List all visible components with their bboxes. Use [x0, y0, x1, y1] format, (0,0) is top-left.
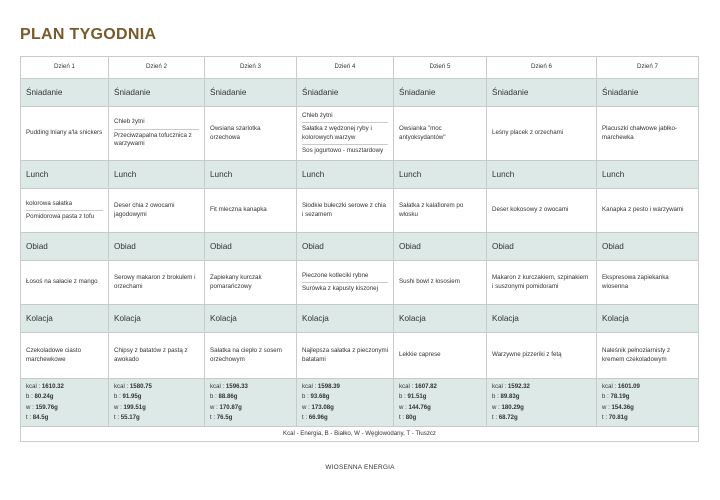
- section-label: Lunch: [21, 161, 109, 189]
- section-label: Śniadanie: [109, 79, 205, 107]
- nutrition-b-line: [602, 392, 693, 402]
- day-header: Dzień 1: [21, 57, 109, 79]
- nutrition-t-line: [26, 413, 103, 423]
- section-header-row: [21, 161, 699, 189]
- nutrition-totals-cell: [487, 379, 597, 427]
- meal-item: Słodkie bułeczki serowe z chia i sezamem: [302, 202, 386, 218]
- meal-cell: [394, 261, 487, 305]
- day-header: Dzień 5: [394, 57, 487, 79]
- section-label: Śniadanie: [21, 79, 109, 107]
- section-label: Kolacja: [21, 305, 109, 333]
- meal-row: [21, 261, 699, 305]
- meal-item: Deser chia z owocami jagodowymi: [114, 202, 175, 218]
- nutrition-label: kcal :: [399, 383, 415, 390]
- meal-item: Pudding lniany a'la snickers: [26, 129, 103, 137]
- meal-item: Leśny placek z orzechami: [492, 129, 564, 137]
- meal-item: Sałatka z wędzonej ryby i kolorowych warzyw: [302, 122, 388, 144]
- nutrition-label: kcal :: [492, 383, 508, 390]
- section-label: Lunch: [597, 161, 699, 189]
- nutrition-label: kcal :: [302, 383, 318, 390]
- section-label: Obiad: [597, 233, 699, 261]
- nutrition-w-line: [302, 403, 388, 413]
- nutrition-label: t :: [492, 413, 499, 421]
- meal-item: Pomidorowa pasta z tofu: [26, 210, 103, 223]
- meal-cell: [109, 333, 205, 379]
- nutrition-w-line: [492, 403, 591, 413]
- nutrition-value: 78.19g: [610, 393, 630, 401]
- section-label: Śniadanie: [205, 79, 297, 107]
- nutrition-label: w :: [602, 403, 612, 411]
- nutrition-kcal-line: [114, 382, 199, 392]
- nutrition-value: 1610.32: [41, 383, 64, 390]
- section-label: Obiad: [487, 233, 597, 261]
- nutrition-value: 93.68g: [310, 393, 330, 401]
- day-header: Dzień 2: [109, 57, 205, 79]
- nutrition-value: 76.5g: [216, 413, 233, 421]
- nutrition-value: 1607.82: [414, 383, 437, 390]
- meal-cell: [297, 189, 394, 233]
- nutrition-value: 89.83g: [500, 393, 520, 401]
- nutrition-kcal-line: [210, 382, 291, 392]
- nutrition-b-line: [26, 392, 103, 402]
- meal-cell: [21, 333, 109, 379]
- nutrition-b-line: [210, 392, 291, 402]
- meal-item: Serowy makaron z brokułem i orzechami: [114, 274, 196, 290]
- nutrition-totals-cell: [205, 379, 297, 427]
- meal-item: Lekkie caprese: [399, 351, 441, 359]
- nutrition-label: w :: [26, 403, 36, 411]
- meal-cell: [597, 333, 699, 379]
- meal-row: [21, 107, 699, 161]
- nutrition-b-line: [114, 392, 199, 402]
- section-header-row: [21, 305, 699, 333]
- section-label: Obiad: [297, 233, 394, 261]
- nutrition-value: 91.95g: [122, 393, 142, 401]
- section-label: Kolacja: [205, 305, 297, 333]
- nutrition-t-line: [602, 413, 693, 423]
- nutrition-kcal-line: [302, 382, 388, 392]
- meal-item: Fit mleczna kanapka: [210, 206, 267, 214]
- nutrition-label: b :: [302, 393, 311, 401]
- nutrition-label: w :: [492, 403, 502, 411]
- nutrition-label: b :: [114, 393, 123, 401]
- meal-item: Placuszki chałwowe jabłko-marchewka: [602, 125, 677, 141]
- nutrition-label: b :: [210, 393, 219, 401]
- meal-cell: [487, 189, 597, 233]
- nutrition-t-line: [210, 413, 291, 423]
- section-label: Kolacja: [394, 305, 487, 333]
- nutrition-value: 66.96g: [308, 413, 328, 421]
- legend-text: Kcal - Energia, B - Białko, W - Węglowodany, T - Tłuszcz: [21, 427, 699, 442]
- meal-item: Chleb żytni: [114, 118, 145, 126]
- nutrition-value: 1596.33: [225, 383, 248, 390]
- meal-cell: [21, 261, 109, 305]
- meal-item: Przeciwzapalna tofucznica z warzywami: [114, 129, 199, 151]
- nutrition-b-line: [302, 392, 388, 402]
- section-label: Lunch: [297, 161, 394, 189]
- nutrition-totals-cell: [109, 379, 205, 427]
- section-label: Kolacja: [297, 305, 394, 333]
- nutrition-b-line: [492, 392, 591, 402]
- meal-item: Zapiekany kurczak pomarańczowy: [210, 274, 262, 290]
- nutrition-value: 1592.32: [507, 383, 530, 390]
- meal-item: Najlepsza sałatka z pieczonymi batatami: [302, 347, 388, 363]
- meal-cell: [205, 261, 297, 305]
- nutrition-label: w :: [399, 403, 409, 411]
- meal-item: Warzywne pizzeriki z fetą: [492, 351, 562, 359]
- nutrition-label: t :: [399, 413, 406, 421]
- meal-item: Chleb żytni: [302, 111, 333, 119]
- meal-item: Deser kokosowy z owocami: [492, 206, 569, 214]
- nutrition-label: b :: [492, 393, 501, 401]
- nutrition-label: w :: [114, 403, 124, 411]
- nutrition-value: 1580.75: [129, 383, 152, 390]
- nutrition-w-line: [210, 403, 291, 413]
- nutrition-kcal-line: [492, 382, 591, 392]
- nutrition-kcal-line: [602, 382, 693, 392]
- meal-item: Kanapka z pesto i warzywami: [602, 206, 684, 214]
- meal-item: Sałatka na ciepło z sosem orzechowym: [210, 347, 282, 363]
- nutrition-totals-cell: [297, 379, 394, 427]
- nutrition-label: w :: [302, 403, 312, 411]
- meal-item: Sałatka z kalafiorem po włosku: [399, 202, 464, 218]
- meal-cell: [597, 107, 699, 161]
- meal-cell: [205, 189, 297, 233]
- page-title: PLAN TYGODNIA: [20, 26, 157, 43]
- nutrition-value: 180.29g: [501, 403, 524, 411]
- meal-plan-table: [20, 56, 699, 442]
- nutrition-t-line: [399, 413, 481, 423]
- section-label: Śniadanie: [597, 79, 699, 107]
- section-label: Lunch: [487, 161, 597, 189]
- nutrition-label: kcal :: [114, 383, 130, 390]
- nutrition-label: w :: [210, 403, 220, 411]
- meal-item: Makaron z kurczakiem, szpinakiem i suszonymi pomidorami: [492, 274, 589, 290]
- nutrition-totals-cell: [597, 379, 699, 427]
- section-header-row: [21, 233, 699, 261]
- meal-cell: [394, 333, 487, 379]
- meal-item: Ekspresowa zapiekanka wiosenna: [602, 274, 669, 290]
- nutrition-totals-cell: [21, 379, 109, 427]
- meal-cell: [21, 107, 109, 161]
- nutrition-w-line: [602, 403, 693, 413]
- nutrition-label: b :: [26, 393, 35, 401]
- nutrition-totals-row: [21, 379, 699, 427]
- section-label: Kolacja: [487, 305, 597, 333]
- meal-item: kolorowa sałatka: [26, 199, 73, 207]
- meal-cell: [205, 333, 297, 379]
- meal-cell: [205, 107, 297, 161]
- meal-item: Sos jogurtowo - musztardowy: [302, 144, 388, 157]
- meal-row: [21, 333, 699, 379]
- nutrition-kcal-line: [26, 382, 103, 392]
- nutrition-w-line: [26, 403, 103, 413]
- section-label: Śniadanie: [487, 79, 597, 107]
- nutrition-label: kcal :: [210, 383, 226, 390]
- meal-cell: [297, 107, 394, 161]
- nutrition-value: 173.08g: [311, 403, 334, 411]
- section-label: Kolacja: [597, 305, 699, 333]
- nutrition-t-line: [114, 413, 199, 423]
- day-header: Dzień 6: [487, 57, 597, 79]
- meal-cell: [394, 189, 487, 233]
- meal-cell: [109, 189, 205, 233]
- nutrition-value: 70.81g: [608, 413, 628, 421]
- nutrition-value: 170.87g: [219, 403, 242, 411]
- nutrition-w-line: [114, 403, 199, 413]
- nutrition-value: 199.51g: [123, 403, 146, 411]
- nutrition-value: 1601.09: [617, 383, 640, 390]
- meal-item: Czekoladowe ciasto marchewkowe: [26, 347, 82, 363]
- nutrition-label: t :: [210, 413, 217, 421]
- section-label: Obiad: [205, 233, 297, 261]
- nutrition-value: 1598.39: [317, 383, 340, 390]
- meal-cell: [109, 261, 205, 305]
- day-header-row: [21, 57, 699, 79]
- nutrition-value: 68.72g: [498, 413, 518, 421]
- meal-cell: [487, 333, 597, 379]
- meal-cell: [21, 189, 109, 233]
- section-label: Obiad: [21, 233, 109, 261]
- nutrition-value: 159.76g: [35, 403, 58, 411]
- day-header: Dzień 4: [297, 57, 394, 79]
- nutrition-t-line: [492, 413, 591, 423]
- meal-item: Surówka z kapusty kiszonej: [302, 282, 388, 295]
- meal-item: Sushi bowl z łososiem: [399, 278, 460, 286]
- nutrition-value: 154.36g: [611, 403, 634, 411]
- nutrition-label: t :: [26, 413, 33, 421]
- legend-row: [21, 427, 699, 442]
- nutrition-value: 55.17g: [120, 413, 140, 421]
- nutrition-label: t :: [114, 413, 121, 421]
- nutrition-w-line: [399, 403, 481, 413]
- section-label: Lunch: [109, 161, 205, 189]
- section-label: Obiad: [394, 233, 487, 261]
- section-label: Lunch: [394, 161, 487, 189]
- meal-cell: [487, 107, 597, 161]
- nutrition-value: 91.51g: [407, 393, 427, 401]
- nutrition-value: 84.5g: [32, 413, 49, 421]
- meal-cell: [297, 333, 394, 379]
- nutrition-totals-cell: [394, 379, 487, 427]
- nutrition-value: 80.24g: [34, 393, 54, 401]
- section-label: Lunch: [205, 161, 297, 189]
- day-header: Dzień 7: [597, 57, 699, 79]
- meal-item: Naleśnik pełnoziarnisty z kremem czekoladowym: [602, 347, 671, 363]
- nutrition-value: 80g: [405, 413, 417, 421]
- meal-item: Pieczone kotleciki rybne: [302, 271, 369, 279]
- meal-row: [21, 189, 699, 233]
- nutrition-label: kcal :: [602, 383, 618, 390]
- nutrition-label: b :: [602, 393, 611, 401]
- section-label: Kolacja: [109, 305, 205, 333]
- nutrition-t-line: [302, 413, 388, 423]
- nutrition-kcal-line: [399, 382, 481, 392]
- nutrition-value: 88.86g: [218, 393, 238, 401]
- section-label: Śniadanie: [394, 79, 487, 107]
- meal-cell: [597, 189, 699, 233]
- meal-cell: [394, 107, 487, 161]
- footer-text: WIOSENNA ENERGIA: [325, 464, 395, 471]
- nutrition-label: t :: [302, 413, 309, 421]
- nutrition-b-line: [399, 392, 481, 402]
- section-label: Śniadanie: [297, 79, 394, 107]
- nutrition-label: kcal :: [26, 383, 42, 390]
- meal-cell: [487, 261, 597, 305]
- nutrition-label: b :: [399, 393, 408, 401]
- meal-item: Chipsy z batatów z pastą z awokado: [114, 347, 188, 363]
- meal-cell: [109, 107, 205, 161]
- meal-item: Owsianka "moc antyoksydantów": [399, 125, 446, 141]
- meal-item: Łosoś na sałacie z mango: [26, 278, 98, 286]
- section-header-row: [21, 79, 699, 107]
- meal-item: Owsiana szarlotka orzechowa: [210, 125, 261, 141]
- day-header: Dzień 3: [205, 57, 297, 79]
- nutrition-label: t :: [602, 413, 609, 421]
- meal-cell: [597, 261, 699, 305]
- section-label: Obiad: [109, 233, 205, 261]
- meal-cell: [297, 261, 394, 305]
- nutrition-value: 144.76g: [408, 403, 431, 411]
